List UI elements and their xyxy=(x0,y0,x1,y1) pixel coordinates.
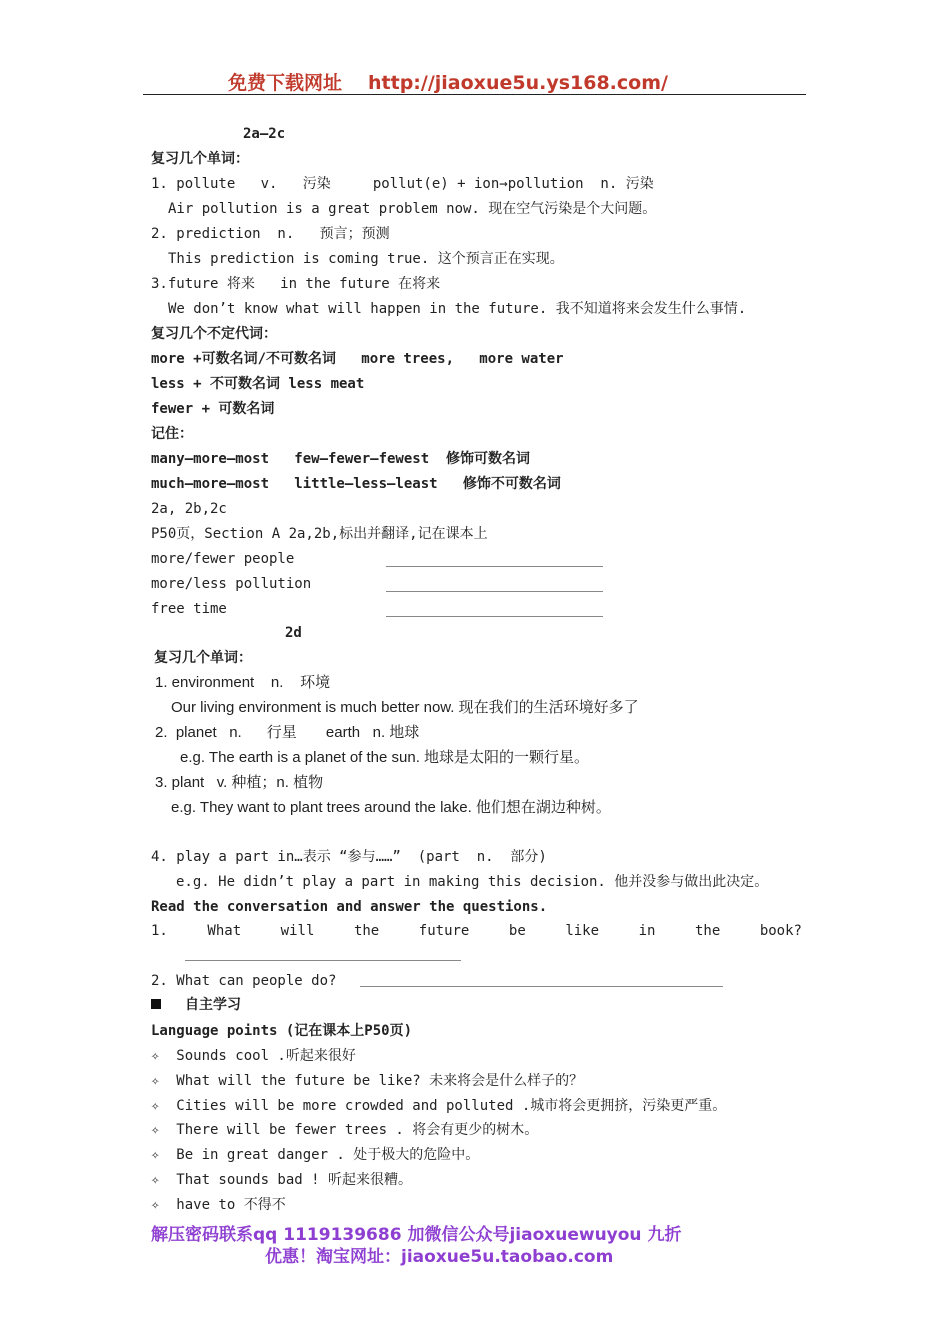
q1-word: like xyxy=(565,923,600,939)
vocab-item-pollute: 1. pollute v. 污染 pollut(e) + ion→pollution n. 污染 xyxy=(151,176,654,192)
section-title-2a-2c: 2a—2c xyxy=(243,126,286,142)
vocab-item-future: 3.future 将来 in the future 在将来 xyxy=(151,276,441,292)
header-url[interactable]: http://jiaoxue5u.ys168.com/ xyxy=(368,72,668,94)
remember-heading: 记住： xyxy=(151,426,193,442)
language-point-item: ✧ What will the future be like? 未来将会是什么样子的？ xyxy=(151,1073,584,1089)
answer-blank[interactable] xyxy=(386,566,603,567)
rule-less: less + 不可数名词 less meat xyxy=(151,376,365,392)
page-header xyxy=(228,68,668,95)
q1-word: 1. xyxy=(151,923,168,939)
answer-blank[interactable] xyxy=(360,986,723,987)
q1-word: the xyxy=(353,923,380,939)
vocab-item-prediction: 2. prediction n. 预言；预测 xyxy=(151,226,390,242)
example-sentence: This prediction is coming true. 这个预言正在实现。 xyxy=(168,251,564,267)
phrase-more-fewer-people: more/fewer people xyxy=(151,551,295,567)
q1-word: will xyxy=(280,923,315,939)
q1-word: future xyxy=(418,923,470,939)
square-bullet-icon xyxy=(151,999,161,1009)
header-divider xyxy=(143,94,806,95)
question-2: 2. What can people do? xyxy=(151,973,337,989)
vocab-item-environment: 1. environment n. 环境 xyxy=(155,674,331,691)
language-point-item: ✧ That sounds bad ! 听起来很糟。 xyxy=(151,1172,413,1188)
language-point-item: ✧ have to 不得不 xyxy=(151,1197,286,1213)
q1-word: be xyxy=(508,923,526,939)
vocab-review-heading: 复习几个单词： xyxy=(151,151,249,167)
example-sentence: Our living environment is much better now. 现在我们的生活环境好多了 xyxy=(171,699,639,716)
language-point-item: ✧ Cities will be more crowded and polluted .城市将会更拥挤，污染更严重。 xyxy=(151,1098,727,1114)
q1-word: the xyxy=(694,923,721,939)
header-title: 免费下载网址 xyxy=(228,72,343,94)
answer-blank[interactable] xyxy=(185,960,461,961)
answer-blank[interactable] xyxy=(386,616,603,617)
section-title-2d: 2d xyxy=(285,625,302,641)
phrase-more-less-pollution: more/less pollution xyxy=(151,576,312,592)
rule-much-little: much—more—most little—less—least 修饰不可数名词 xyxy=(151,476,561,492)
phrase-free-time: free time xyxy=(151,601,227,617)
language-point-item: ✧ Be in great danger . 处于极大的危险中。 xyxy=(151,1147,480,1163)
exercise-ref: 2a, 2b,2c xyxy=(151,501,227,517)
footer-store: 优惠！淘宝网址：jiaoxue5u.taobao.com xyxy=(265,1247,614,1267)
vocab-item-plant: 3. plant v. 种植；n. 植物 xyxy=(155,774,324,791)
self-study-heading xyxy=(151,995,241,1015)
q1-word: in xyxy=(638,923,656,939)
question-1 xyxy=(151,921,802,941)
q1-word: What xyxy=(207,923,242,939)
language-points-heading: Language points (记在课本上P50页) xyxy=(151,1023,413,1039)
rule-more: more +可数名词/不可数名词 more trees, more water xyxy=(151,351,564,367)
example-sentence: We don’t know what will happen in the future. 我不知道将来会发生什么事情. xyxy=(168,301,747,317)
example-sentence: e.g. The earth is a planet of the sun. 地球是太阳的一颗行星。 xyxy=(180,749,590,766)
self-study-label: 自主学习 xyxy=(185,997,241,1013)
language-point-item: ✧ Sounds cool .听起来很好 xyxy=(151,1048,356,1064)
answer-blank[interactable] xyxy=(386,591,603,592)
q1-word: book? xyxy=(759,923,802,939)
rule-many-few: many—more—most few—fewer—fewest 修饰可数名词 xyxy=(151,451,531,467)
vocab-item-play-a-part: 4. play a part in…表示 “参与……” (part n. 部分) xyxy=(151,849,547,865)
vocab-review-heading: 复习几个单词： xyxy=(154,650,252,666)
rule-fewer: fewer + 可数名词 xyxy=(151,401,275,417)
example-sentence: e.g. He didn’t play a part in making this decision. 他并没参与做出此决定。 xyxy=(176,874,769,890)
example-sentence: Air pollution is a great problem now. 现在空气污染是个大问题。 xyxy=(168,201,657,217)
vocab-item-planet: 2. planet n. 行星 earth n. 地球 xyxy=(155,724,420,741)
footer-contact: 解压密码联系qq 1119139686 加微信公众号jiaoxuewuyou 九折 xyxy=(151,1225,682,1245)
language-point-item: ✧ There will be fewer trees . 将会有更少的树木。 xyxy=(151,1122,539,1138)
example-sentence: e.g. They want to plant trees around the lake. 他们想在湖边种树。 xyxy=(171,799,611,816)
reading-task-heading: Read the conversation and answer the questions. xyxy=(151,899,548,915)
pronoun-review-heading: 复习几个不定代词： xyxy=(151,326,277,342)
exercise-instruction: P50页，Section A 2a,2b,标出并翻译,记在课本上 xyxy=(151,526,488,542)
